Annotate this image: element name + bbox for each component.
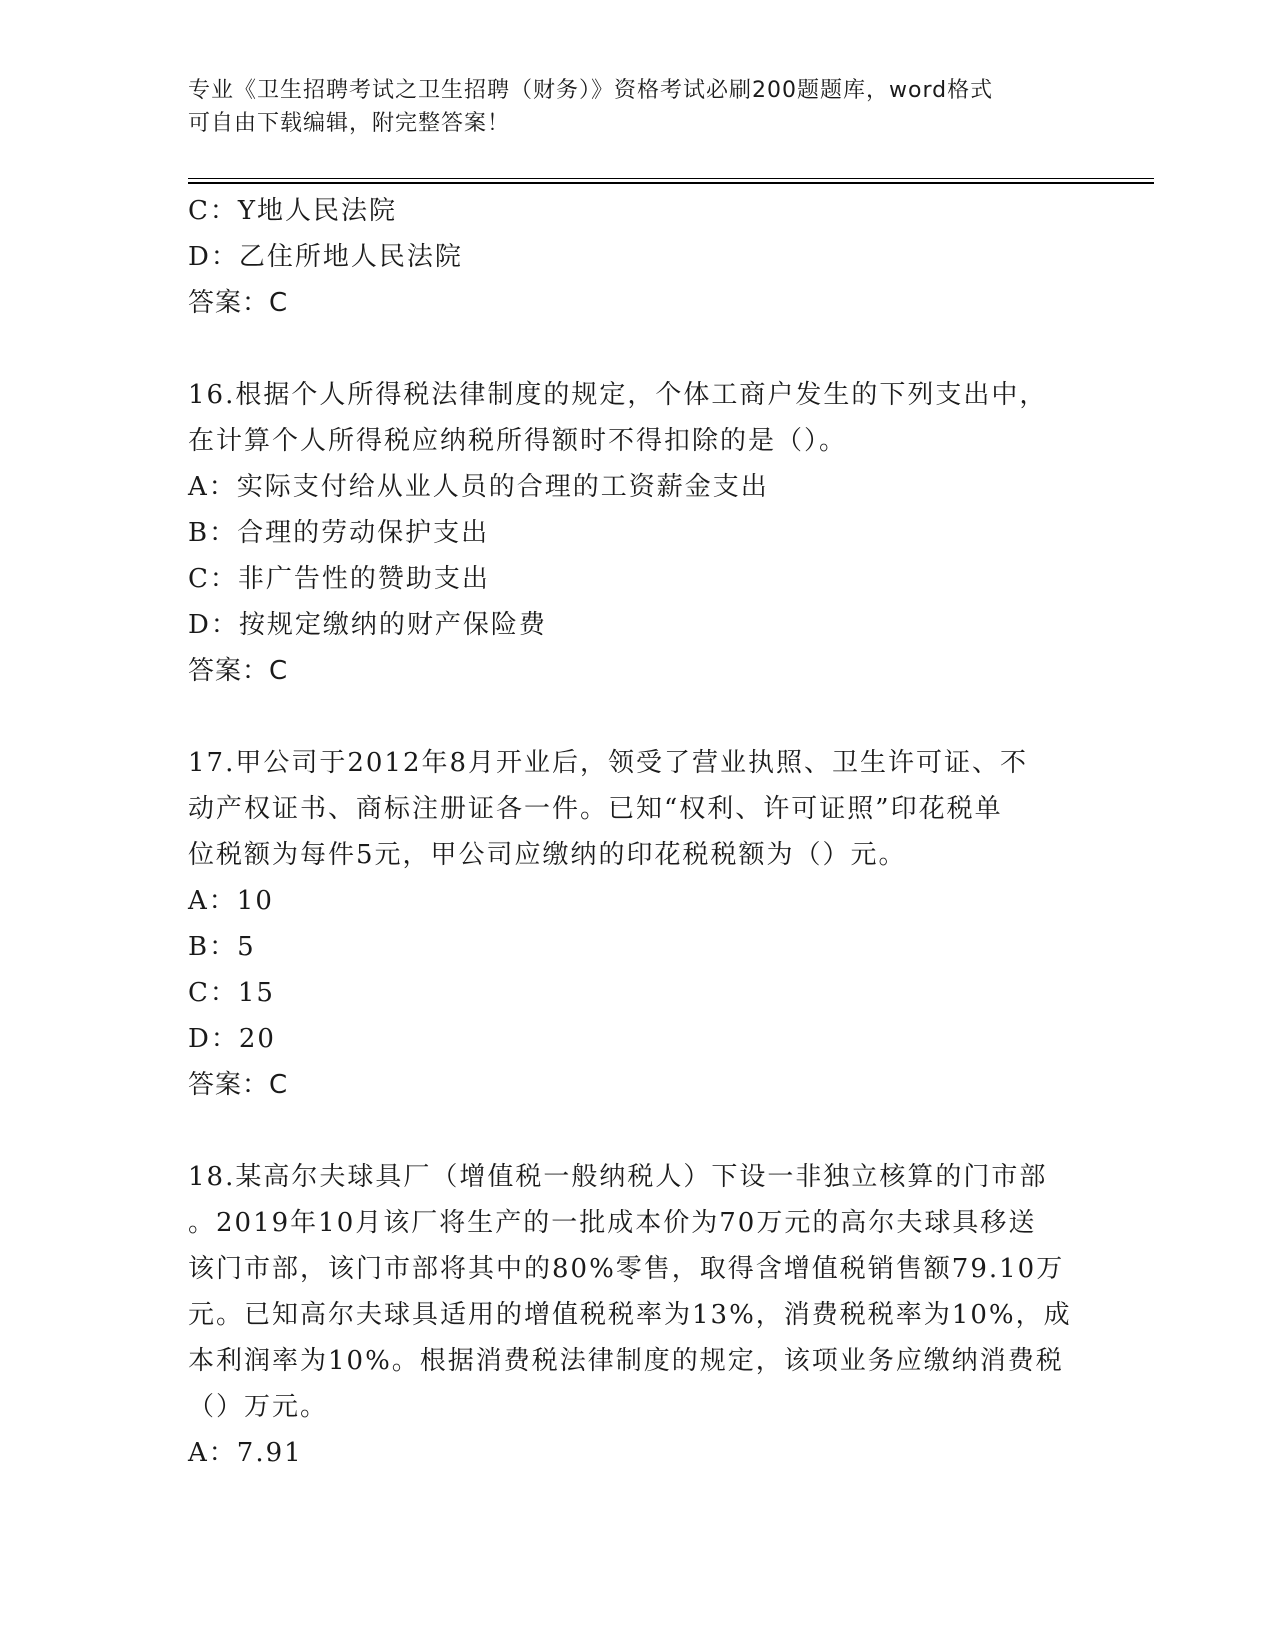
question-stem-line: 本利润率为10%。根据消费税法律制度的规定，该项业务应缴纳消费税 <box>188 1346 1064 1376</box>
header-rule-thick <box>188 182 1154 184</box>
question-16 <box>188 372 1088 694</box>
question-content <box>188 188 1088 1476</box>
header-line-1: 专业《卫生招聘考试之卫生招聘（财务）》资格考试必刷200题题库，word格式 <box>188 78 994 103</box>
question-stem-line: 18.某高尔夫球具厂（增值税一般纳税人）下设一非独立核算的门市部 <box>188 1162 1048 1192</box>
option-d: D：乙住所地人民法院 <box>188 242 463 272</box>
option-b: B：合理的劳动保护支出 <box>188 518 490 548</box>
answer: 答案：C <box>188 656 289 686</box>
option-c: C：非广告性的赞助支出 <box>188 564 490 594</box>
question-stem-line: （）万元。 <box>188 1392 329 1422</box>
option-a: A：实际支付给从业人员的合理的工资薪金支出 <box>188 472 769 502</box>
question-stem-line: 位税额为每件5元，甲公司应缴纳的印花税税额为（）元。 <box>188 840 907 870</box>
option-b: B：5 <box>188 932 256 962</box>
question-stem-line: 。2019年10月该厂将生产的一批成本价为70万元的高尔夫球具移送 <box>188 1208 1037 1238</box>
document-header <box>188 74 1068 140</box>
question-18 <box>188 1154 1088 1476</box>
question-stem-line: 在计算个人所得税应纳税所得额时不得扣除的是（）。 <box>188 426 848 456</box>
question-stem-line: 17.甲公司于2012年8月开业后，领受了营业执照、卫生许可证、不 <box>188 748 1029 778</box>
answer: 答案：C <box>188 1070 289 1100</box>
option-c: C：15 <box>188 978 275 1008</box>
header-line-2: 可自由下载编辑，附完整答案！ <box>188 111 511 136</box>
option-c: C：Y地人民法院 <box>188 196 398 226</box>
question-stem-line: 16.根据个人所得税法律制度的规定，个体工商户发生的下列支出中， <box>188 380 1048 410</box>
option-d: D：20 <box>188 1024 276 1054</box>
option-a: A：10 <box>188 886 274 916</box>
header-rule-thin <box>188 178 1154 179</box>
question-stem-line: 该门市部，该门市部将其中的80%零售，取得含增值税销售额79.10万 <box>188 1254 1065 1284</box>
prev-question-tail <box>188 188 1088 326</box>
option-a: A：7.91 <box>188 1438 303 1468</box>
question-stem-line: 动产权证书、商标注册证各一件。已知“权利、许可证照”印花税单 <box>188 794 1003 824</box>
question-17 <box>188 740 1088 1108</box>
question-stem-line: 元。已知高尔夫球具适用的增值税税率为13%，消费税税率为10%，成 <box>188 1300 1072 1330</box>
answer: 答案：C <box>188 288 289 318</box>
option-d: D：按规定缴纳的财产保险费 <box>188 610 547 640</box>
